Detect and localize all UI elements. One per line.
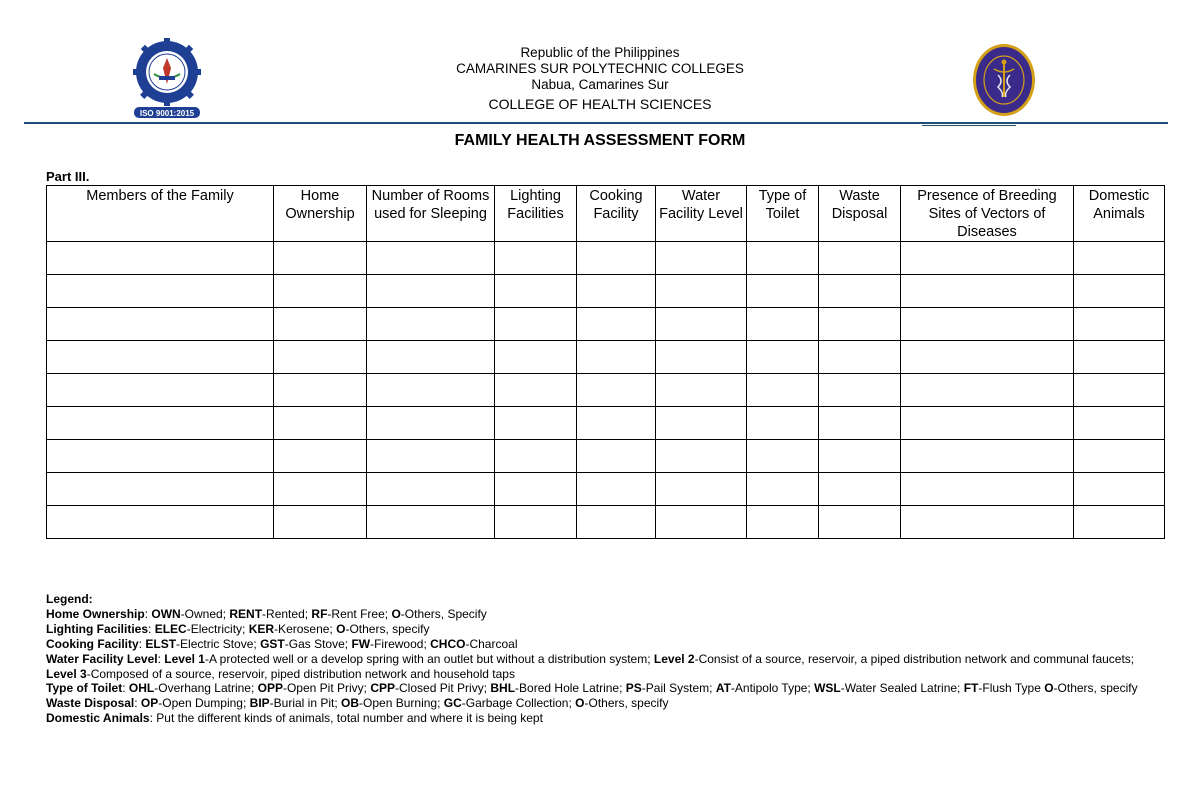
legend-home-ownership: Home Ownership: OWN-Owned; RENT-Rented; RF-Rent Free; O-Others, Specify — [46, 606, 487, 621]
blank-cell[interactable] — [495, 440, 577, 473]
blank-cell[interactable] — [747, 374, 819, 407]
header-divider — [24, 122, 1168, 124]
table-row — [47, 473, 1165, 506]
blank-cell[interactable] — [577, 341, 656, 374]
blank-cell[interactable] — [495, 341, 577, 374]
blank-cell[interactable] — [747, 506, 819, 539]
blank-cell[interactable] — [901, 374, 1074, 407]
blank-cell[interactable] — [274, 242, 367, 275]
blank-cell[interactable] — [47, 308, 274, 341]
column-header: Home Ownership — [274, 186, 367, 242]
blank-cell[interactable] — [495, 242, 577, 275]
blank-cell[interactable] — [367, 308, 495, 341]
blank-cell[interactable] — [274, 407, 367, 440]
table-row — [47, 440, 1165, 473]
blank-cell[interactable] — [656, 242, 747, 275]
blank-cell[interactable] — [656, 407, 747, 440]
column-header: Domestic Animals — [1074, 186, 1165, 242]
legend-water: Water Facility Level: Level 1-A protected well or a develop spring with an outlet but without a distribution system; Level 2-Consist of a source, reservoir, a piped distribution network and communal faucets; Level 3-Composed of a source, reservoir, piped distribution network and household taps — [46, 651, 1135, 681]
form-title: FAMILY HEALTH ASSESSMENT FORM — [454, 132, 746, 149]
location-line: Nabua, Camarines Sur — [531, 77, 669, 92]
blank-cell[interactable] — [1074, 341, 1165, 374]
blank-cell[interactable] — [1074, 275, 1165, 308]
blank-cell[interactable] — [367, 374, 495, 407]
institution-header — [300, 45, 900, 113]
legend-domestic-animals: Domestic Animals: Put the different kinds of animals, total number and where it is being kept — [46, 711, 543, 726]
column-header: Members of the Family — [47, 186, 274, 242]
blank-cell[interactable] — [901, 308, 1074, 341]
blank-cell[interactable] — [577, 506, 656, 539]
blank-cell[interactable] — [274, 374, 367, 407]
header-divider-accent — [922, 125, 1016, 126]
column-header: Lighting Facilities — [495, 186, 577, 242]
blank-cell[interactable] — [47, 341, 274, 374]
column-header: Number of Rooms used for Sleeping — [367, 186, 495, 242]
blank-cell[interactable] — [901, 473, 1074, 506]
blank-cell[interactable] — [747, 473, 819, 506]
blank-cell[interactable] — [274, 275, 367, 308]
chs-seal-logo — [972, 43, 1036, 117]
blank-cell[interactable] — [819, 407, 901, 440]
blank-cell[interactable] — [577, 308, 656, 341]
blank-cell[interactable] — [819, 275, 901, 308]
blank-cell[interactable] — [819, 341, 901, 374]
table-row — [47, 308, 1165, 341]
blank-cell[interactable] — [1074, 440, 1165, 473]
blank-cell[interactable] — [819, 473, 901, 506]
blank-cell[interactable] — [656, 506, 747, 539]
blank-cell[interactable] — [577, 374, 656, 407]
cspc-logo — [130, 38, 204, 120]
legend-toilet: Type of Toilet: OHL-Overhang Latrine; OPP-Open Pit Privy; CPP-Closed Pit Privy; BHL-Bored Hole Latrine; PS-Pail System; AT-Antipolo Type; WSL-Water Sealed Latrine; FT-Flush Type O-Others, specify — [46, 681, 1138, 696]
blank-cell[interactable] — [47, 407, 274, 440]
blank-cell[interactable] — [901, 275, 1074, 308]
blank-cell[interactable] — [747, 341, 819, 374]
blank-cell[interactable] — [747, 440, 819, 473]
blank-cell[interactable] — [367, 407, 495, 440]
part-label: Part III. — [46, 169, 90, 184]
blank-cell[interactable] — [367, 341, 495, 374]
blank-cell[interactable] — [656, 440, 747, 473]
blank-cell[interactable] — [747, 242, 819, 275]
blank-cell[interactable] — [367, 440, 495, 473]
blank-cell[interactable] — [577, 242, 656, 275]
blank-cell[interactable] — [747, 407, 819, 440]
blank-cell[interactable] — [367, 506, 495, 539]
blank-cell[interactable] — [1074, 407, 1165, 440]
blank-cell[interactable] — [47, 374, 274, 407]
column-header: Presence of Breeding Sites of Vectors of Diseases — [901, 186, 1074, 242]
blank-cell[interactable] — [1074, 242, 1165, 275]
blank-cell[interactable] — [367, 275, 495, 308]
column-header: Water Facility Level — [656, 186, 747, 242]
table-row — [47, 506, 1165, 539]
blank-cell[interactable] — [901, 440, 1074, 473]
blank-cell[interactable] — [47, 242, 274, 275]
table-row — [47, 374, 1165, 407]
blank-cell[interactable] — [495, 473, 577, 506]
blank-cell[interactable] — [819, 440, 901, 473]
blank-cell[interactable] — [367, 473, 495, 506]
blank-cell[interactable] — [1074, 506, 1165, 539]
blank-cell[interactable] — [901, 341, 1074, 374]
blank-cell[interactable] — [819, 374, 901, 407]
blank-cell[interactable] — [495, 374, 577, 407]
blank-cell[interactable] — [901, 506, 1074, 539]
blank-cell[interactable] — [47, 440, 274, 473]
column-header: Type of Toilet — [747, 186, 819, 242]
table-row — [47, 275, 1165, 308]
institution-name: CAMARINES SUR POLYTECHNIC COLLEGES — [456, 61, 744, 76]
blank-cell[interactable] — [495, 407, 577, 440]
college-name: COLLEGE OF HEALTH SCIENCES — [488, 96, 712, 112]
blank-cell[interactable] — [1074, 374, 1165, 407]
table-row — [47, 341, 1165, 374]
country-line: Republic of the Philippines — [520, 45, 680, 60]
blank-cell[interactable] — [577, 407, 656, 440]
blank-cell[interactable] — [495, 506, 577, 539]
blank-cell[interactable] — [1074, 308, 1165, 341]
blank-cell[interactable] — [747, 275, 819, 308]
blank-cell[interactable] — [274, 341, 367, 374]
legend — [46, 592, 1146, 726]
blank-cell[interactable] — [901, 407, 1074, 440]
blank-cell[interactable] — [47, 473, 274, 506]
blank-cell[interactable] — [274, 308, 367, 341]
blank-cell[interactable] — [819, 308, 901, 341]
blank-cell[interactable] — [819, 242, 901, 275]
blank-cell[interactable] — [656, 308, 747, 341]
table-header-row — [47, 186, 1165, 242]
blank-cell[interactable] — [495, 275, 577, 308]
blank-cell[interactable] — [656, 374, 747, 407]
blank-cell[interactable] — [274, 473, 367, 506]
blank-cell[interactable] — [819, 506, 901, 539]
table-row — [47, 242, 1165, 275]
blank-cell[interactable] — [1074, 473, 1165, 506]
legend-lighting: Lighting Facilities: ELEC-Electricity; KER-Kerosene; O-Others, specify — [46, 621, 430, 636]
blank-cell[interactable] — [747, 308, 819, 341]
blank-cell[interactable] — [495, 308, 577, 341]
blank-cell[interactable] — [577, 275, 656, 308]
blank-cell[interactable] — [656, 473, 747, 506]
table-row — [47, 407, 1165, 440]
legend-waste: Waste Disposal: OP-Open Dumping; BIP-Burial in Pit; OB-Open Burning; GC-Garbage Collection; O-Others, specify — [46, 696, 669, 711]
blank-cell[interactable] — [367, 242, 495, 275]
blank-cell[interactable] — [274, 506, 367, 539]
legend-cooking: Cooking Facility: ELST-Electric Stove; GST-Gas Stove; FW-Firewood; CHCO-Charcoal — [46, 636, 518, 651]
blank-cell[interactable] — [577, 440, 656, 473]
family-members-table — [46, 185, 1165, 539]
blank-cell[interactable] — [901, 242, 1074, 275]
blank-cell[interactable] — [47, 275, 274, 308]
iso-badge-text: ISO 9001:2015 — [139, 109, 195, 118]
column-header: Waste Disposal — [819, 186, 901, 242]
blank-cell[interactable] — [656, 341, 747, 374]
blank-cell[interactable] — [577, 473, 656, 506]
blank-cell[interactable] — [656, 275, 747, 308]
legend-title: Legend: — [46, 592, 93, 606]
column-header: Cooking Facility — [577, 186, 656, 242]
blank-cell[interactable] — [47, 506, 274, 539]
blank-cell[interactable] — [274, 440, 367, 473]
